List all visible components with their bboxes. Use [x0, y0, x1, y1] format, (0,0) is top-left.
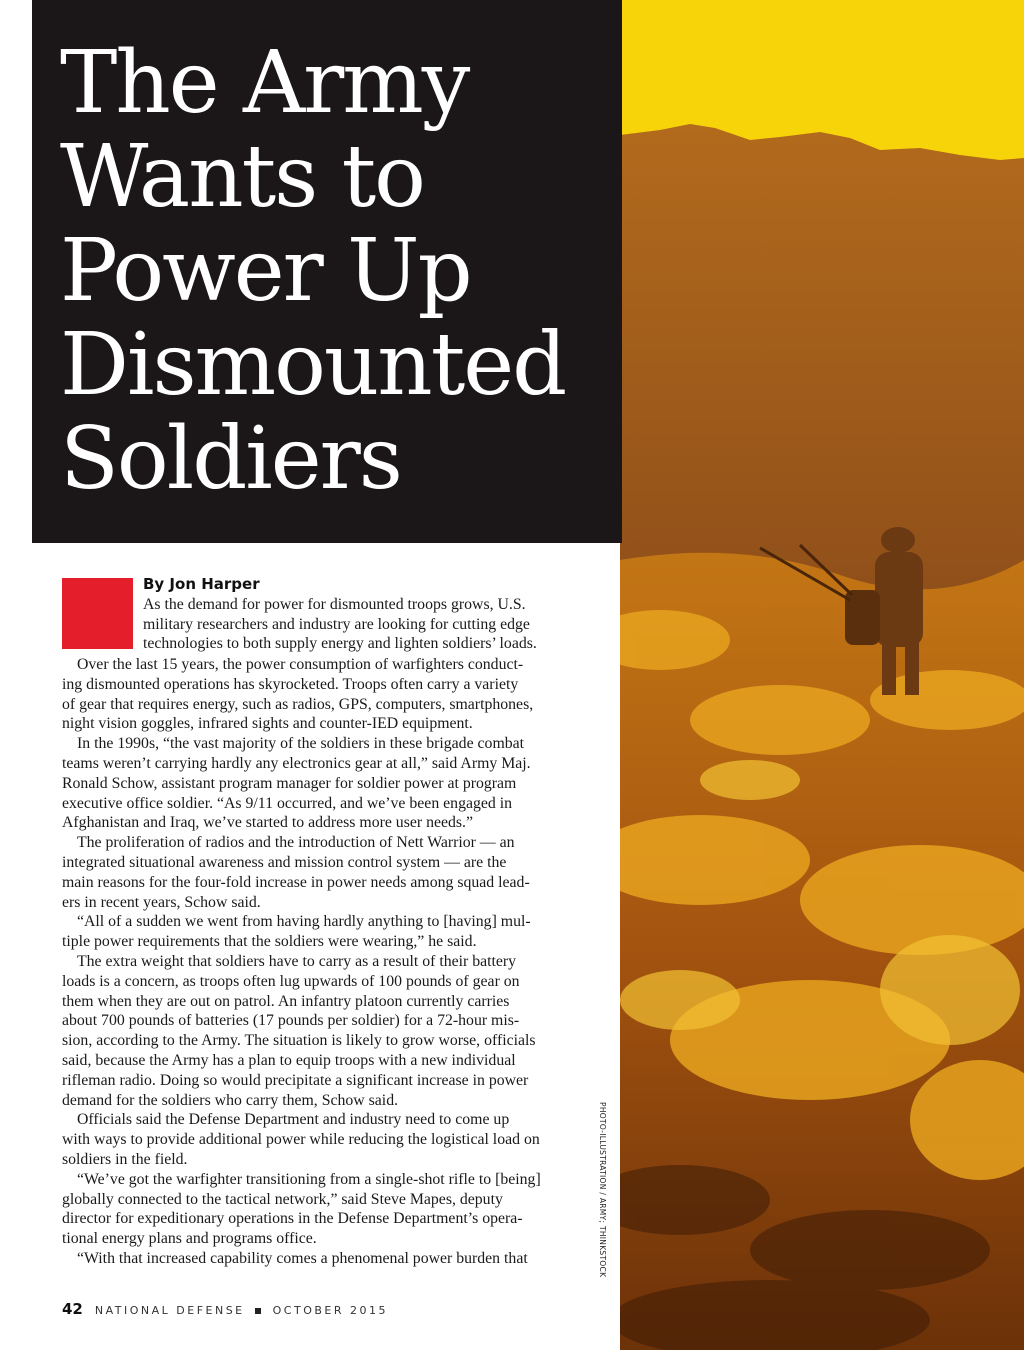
- lead-paragraph: [143, 595, 579, 654]
- headline-line: Power Up: [60, 221, 471, 321]
- headline-line: Soldiers: [60, 409, 401, 509]
- text-line: teams weren’t carrying hardly any electronics gear at all,” said Army Maj.: [62, 754, 531, 772]
- text-line: In the 1990s, “the vast majority of the soldiers in these brigade combat: [77, 735, 525, 753]
- text-line: of gear that requires energy, such as radios, GPS, computers, smartphones,: [62, 695, 534, 713]
- article-body: [62, 655, 587, 1269]
- text-line: integrated situational awareness and mission control system — are the: [62, 853, 507, 871]
- text-line: Afghanistan and Iraq, we’ve started to address more user needs.”: [62, 814, 474, 832]
- text-line: tiple power requirements that the soldiers were wearing,” he said.: [62, 933, 477, 951]
- text-line: military researchers and industry are looking for cutting edge: [143, 615, 530, 633]
- red-square-drop-cap: [62, 578, 133, 649]
- headline: [60, 33, 566, 509]
- text-line: Ronald Schow, assistant program manager for soldier power at program: [62, 774, 517, 792]
- text-line: main reasons for the four-fold increase in power needs among squad lead-: [62, 873, 530, 891]
- text-line: night vision goggles, infrared sights and counter-IED equipment.: [62, 715, 473, 733]
- photo-credit: PHOTO-ILLUSTRATION / ARMY; THINKSTOCK: [598, 1102, 607, 1278]
- separator-square-icon: [255, 1308, 261, 1314]
- issue-date: OCTOBER 2015: [272, 1304, 388, 1317]
- text-line: said, because the Army has a plan to equip troops with a new individual: [62, 1051, 516, 1069]
- text-line: soldiers in the field.: [62, 1150, 188, 1168]
- text-line: tional energy plans and programs office.: [62, 1230, 317, 1248]
- text-line: technologies to both supply energy and lighten soldiers’ loads.: [143, 635, 537, 652]
- headline-line: The Army: [60, 33, 469, 133]
- text-line: with ways to provide additional power while reducing the logistical load on: [62, 1131, 540, 1149]
- text-line: “All of a sudden we went from having hardly anything to [having] mul-: [77, 913, 531, 931]
- byline: By Jon Harper: [143, 575, 260, 593]
- text-line: director for expeditionary operations in the Defense Department’s opera-: [62, 1210, 523, 1228]
- text-line: executive office soldier. “As 9/11 occurred, and we’ve been engaged in: [62, 794, 513, 812]
- headline-line: Dismounted: [60, 315, 566, 415]
- text-line: them when they are out on patrol. An infantry platoon currently carries: [62, 992, 510, 1010]
- text-line: Over the last 15 years, the power consumption of warfighters conduct-: [77, 656, 524, 673]
- soldier-photo-illustration: [620, 0, 1024, 1350]
- text-line: Officials said the Defense Department and industry need to come up: [77, 1111, 510, 1129]
- text-line: The proliferation of radios and the introduction of Nett Warrior — an: [77, 834, 515, 852]
- text-line: The extra weight that soldiers have to carry as a result of their battery: [77, 952, 517, 970]
- page-number: 42: [62, 1300, 83, 1318]
- text-line: about 700 pounds of batteries (17 pounds per soldier) for a 72-hour mis-: [62, 1012, 520, 1030]
- text-line: As the demand for power for dismounted troops grows, U.S.: [143, 596, 526, 613]
- text-line: “We’ve got the warfighter transitioning from a single-shot rifle to [being]: [77, 1170, 541, 1188]
- text-line: demand for the soldiers who carry them, Schow said.: [62, 1091, 399, 1109]
- page-footer: [62, 1300, 388, 1318]
- text-line: “With that increased capability comes a phenomenal power burden that: [77, 1249, 528, 1267]
- text-line: ing dismounted operations has skyrocketed. Troops often carry a variety: [62, 675, 519, 693]
- headline-line: Wants to: [60, 127, 424, 227]
- text-line: ers in recent years, Schow said.: [62, 893, 261, 911]
- publication-name: NATIONAL DEFENSE: [94, 1304, 245, 1317]
- text-line: globally connected to the tactical network,” said Steve Mapes, deputy: [62, 1190, 503, 1208]
- text-line: loads is a concern, as troops often lug upwards of 100 pounds of gear on: [62, 972, 520, 990]
- text-line: sion, according to the Army. The situation is likely to grow worse, officials: [62, 1032, 536, 1050]
- text-line: rifleman radio. Doing so would precipitate a significant increase in power: [62, 1071, 529, 1089]
